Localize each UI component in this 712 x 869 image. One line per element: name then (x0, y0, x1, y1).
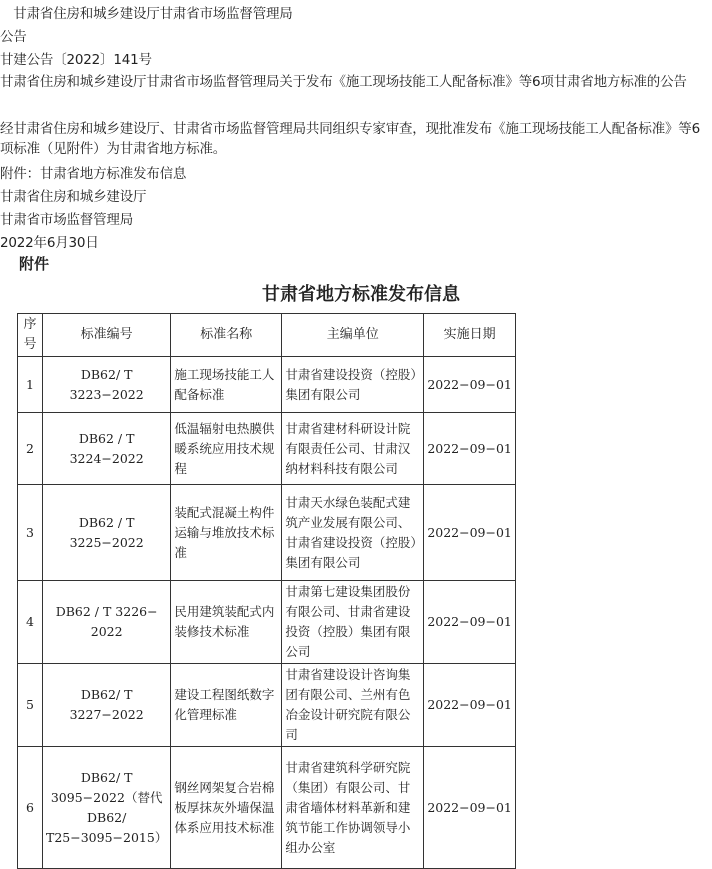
cell-name: 民用建筑装配式内装修技术标准 (171, 581, 282, 664)
cell-editor: 甘肃省建筑科学研究院（集团）有限公司、甘肃省墙体材料革新和建筑节能工作协调领导小组办公室 (282, 747, 424, 869)
cell-seq: 2 (18, 413, 43, 485)
table-row (18, 747, 516, 869)
table-row (18, 664, 516, 747)
header-seq: 序号 (18, 314, 43, 357)
attachment-title: 甘肃省地方标准发布信息 (262, 284, 460, 305)
cell-name: 施工现场技能工人配备标准 (171, 357, 282, 413)
cell-editor: 甘肃天水绿色装配式建筑产业发展有限公司、甘肃省建设投资（控股）集团有限公司 (282, 485, 424, 581)
cell-editor: 甘肃省建材科研设计院有限责任公司、甘肃汉纳材料科技有限公司 (282, 413, 424, 485)
cell-code: DB62/ T 3095−2022（替代 DB62/ T25−3095−2015） (43, 747, 171, 869)
attachment-label: 附件 (19, 255, 50, 273)
cell-date: 2022−09−01 (424, 485, 516, 581)
body-paragraph: 经甘肃省住房和城乡建设厅、甘肃省市场监督管理局共同组织专家审查，现批准发布《施工现场技能工人配备标准》等6项标准（见附件）为甘肃省地方标准。 (0, 121, 700, 157)
cell-name: 低温辐射电热膜供暖系统应用技术规程 (171, 413, 282, 485)
cell-date: 2022−09−01 (424, 664, 516, 747)
cell-date: 2022−09−01 (424, 581, 516, 664)
header-date: 实施日期 (424, 314, 516, 357)
cell-name: 建设工程图纸数字化管理标准 (171, 664, 282, 747)
doc-subject: 甘肃省住房和城乡建设厅甘肃省市场监督管理局关于发布《施工现场技能工人配备标准》等6项甘肃省地方标准的公告 (0, 74, 687, 90)
cell-name: 钢丝网架复合岩棉板厚抹灰外墙保温体系应用技术标准 (171, 747, 282, 869)
header-editor: 主编单位 (282, 314, 424, 357)
cell-seq: 3 (18, 485, 43, 581)
cell-editor: 甘肃省建设设计咨询集团有限公司、兰州有色冶金设计研究院有限公司 (282, 664, 424, 747)
signatory-housing-dept: 甘肃省住房和城乡建设厅 (0, 189, 147, 205)
cell-code: DB62/ T 3227−2022 (43, 664, 171, 747)
table-row (18, 485, 516, 581)
table-header-row (18, 314, 516, 357)
cell-seq: 4 (18, 581, 43, 664)
doc-type: 公告 (0, 29, 27, 45)
table-row (18, 357, 516, 413)
cell-date: 2022−09−01 (424, 413, 516, 485)
cell-seq: 1 (18, 357, 43, 413)
cell-date: 2022−09−01 (424, 357, 516, 413)
table-row (18, 581, 516, 664)
doc-number: 甘建公告〔2022〕141号 (0, 52, 152, 68)
cell-date: 2022−09−01 (424, 747, 516, 869)
cell-name: 装配式混凝土构件运输与堆放技术标准 (171, 485, 282, 581)
header-code: 标准编号 (43, 314, 171, 357)
cell-code: DB62 / T 3224−2022 (43, 413, 171, 485)
cell-editor: 甘肃省建设投资（控股）集团有限公司 (282, 357, 424, 413)
table-row (18, 413, 516, 485)
cell-code: DB62 / T 3226− 2022 (43, 581, 171, 664)
issuers-line: 甘肃省住房和城乡建设厅甘肃省市场监督管理局 (0, 6, 293, 22)
standards-table (17, 313, 516, 869)
signatory-market-bureau: 甘肃省市场监督管理局 (0, 212, 133, 228)
issue-date: 2022年6月30日 (0, 235, 99, 251)
cell-editor: 甘肃第七建设集团股份有限公司、甘肃省建设投资（控股）集团有限公司 (282, 581, 424, 664)
cell-seq: 6 (18, 747, 43, 869)
cell-seq: 5 (18, 664, 43, 747)
cell-code: DB62/ T 3223−2022 (43, 357, 171, 413)
attachment-note: 附件：甘肃省地方标准发布信息 (0, 166, 187, 182)
header-name: 标准名称 (171, 314, 282, 357)
cell-code: DB62 / T 3225−2022 (43, 485, 171, 581)
